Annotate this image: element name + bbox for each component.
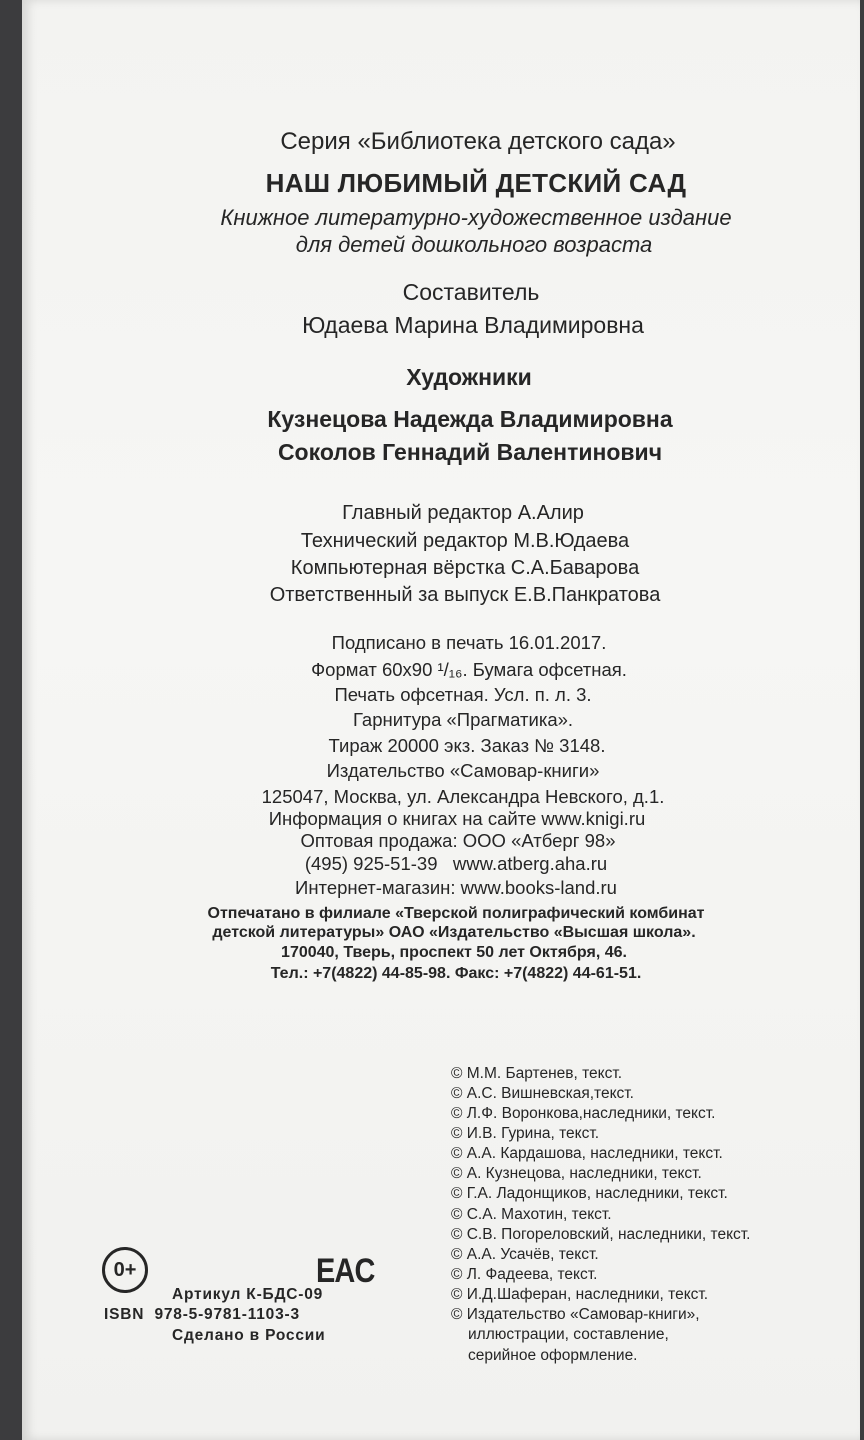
book-imprint-page bbox=[22, 0, 860, 1440]
printer-line-1: Отпечатано в филиале «Тверской полиграфический комбинат bbox=[207, 905, 705, 922]
imprint-line-8: Информация о книгах на сайте www.knigi.ru bbox=[268, 808, 646, 829]
book-title: НАШ ЛЮБИМЫЙ ДЕТСКИЙ САД bbox=[265, 168, 687, 198]
imprint-line-3: Печать офсетная. Усл. п. л. 3. bbox=[334, 684, 592, 705]
copyright-6: © А. Кузнецова, наследники, текст. bbox=[451, 1165, 702, 1182]
staff-line-4: Ответственный за выпуск Е.В.Панкратова bbox=[269, 584, 661, 606]
printer-line-2: детской литературы» ОАО «Издательство «Высшая школа». bbox=[212, 924, 696, 941]
staff-line-1: Главный редактор А.Алир bbox=[342, 502, 584, 524]
imprint-line-7: 125047, Москва, ул. Александра Невского, д.1. bbox=[261, 786, 665, 807]
series-line: Серия «Библиотека детского сада» bbox=[280, 128, 676, 155]
imprint-line-9: Оптовая продажа: ООО «Атберг 98» bbox=[300, 830, 616, 851]
copyright-13: © Издательство «Самовар-книги», bbox=[451, 1306, 700, 1323]
copyright-1: © М.М. Бартенев, текст. bbox=[451, 1065, 623, 1082]
imprint-line-2: Формат 60x90 ¹/₁₆. Бумага офсетная. bbox=[311, 659, 627, 680]
subtitle-line-2: для детей дошкольного возраста bbox=[295, 232, 653, 257]
age-rating-badge: 0+ bbox=[102, 1247, 148, 1293]
staff-line-3: Компьютерная вёрстка С.А.Баварова bbox=[290, 557, 640, 579]
article-code: Артикул К-БДС-09 bbox=[172, 1286, 324, 1303]
imprint-line-1: Подписано в печать 16.01.2017. bbox=[331, 632, 607, 653]
copyright-4: © И.В. Гурина, текст. bbox=[451, 1125, 600, 1142]
subtitle-line-1: Книжное литературно-художественное издание bbox=[220, 205, 732, 230]
imprint-line-6: Издательство «Самовар-книги» bbox=[326, 760, 600, 781]
imprint-line-5: Тираж 20000 экз. Заказ № 3148. bbox=[328, 735, 606, 756]
staff-line-2: Технический редактор М.В.Юдаева bbox=[300, 530, 630, 552]
copyright-5: © А.А. Кардашова, наследники, текст. bbox=[451, 1145, 723, 1162]
copyright-9: © С.В. Погореловский, наследники, текст. bbox=[451, 1226, 751, 1243]
compiler-name: Юдаева Марина Владимировна bbox=[302, 312, 644, 338]
printer-line-3: 170040, Тверь, проспект 50 лет Октября, 46. bbox=[281, 944, 627, 961]
printer-line-4: Тел.: +7(4822) 44-85-98. Факс: +7(4822) 44-61-51. bbox=[270, 965, 642, 982]
copyright-2: © А.С. Вишневская,текст. bbox=[451, 1085, 634, 1102]
imprint-line-11: Интернет-магазин: www.books-land.ru bbox=[295, 877, 617, 898]
artists-label: Художники bbox=[406, 364, 532, 390]
copyright-14: иллюстрации, составление, bbox=[468, 1326, 669, 1343]
copyright-7: © Г.А. Ладонщиков, наследники, текст. bbox=[451, 1185, 728, 1202]
artist-name-2: Соколов Геннадий Валентинович bbox=[277, 439, 663, 465]
copyright-12: © И.Д.Шаферан, наследники, текст. bbox=[451, 1286, 709, 1303]
copyright-3: © Л.Ф. Воронкова,наследники, текст. bbox=[451, 1105, 716, 1122]
isbn-number: ISBN 978-5-9781-1103-3 bbox=[104, 1306, 300, 1323]
imprint-line-10: (495) 925-51-39 www.atberg.aha.ru bbox=[304, 853, 608, 874]
compiler-label: Составитель bbox=[402, 279, 540, 305]
made-in-russia: Сделано в России bbox=[172, 1327, 326, 1344]
copyright-15: серийное оформление. bbox=[468, 1347, 638, 1364]
artist-name-1: Кузнецова Надежда Владимировна bbox=[267, 406, 673, 432]
copyright-11: © Л. Фадеева, текст. bbox=[451, 1266, 598, 1283]
copyright-10: © А.А. Усачёв, текст. bbox=[451, 1246, 599, 1263]
copyright-8: © С.А. Махотин, текст. bbox=[451, 1206, 612, 1223]
imprint-line-4: Гарнитура «Прагматика». bbox=[352, 709, 574, 730]
eac-certification-mark: EAC bbox=[316, 1252, 375, 1290]
